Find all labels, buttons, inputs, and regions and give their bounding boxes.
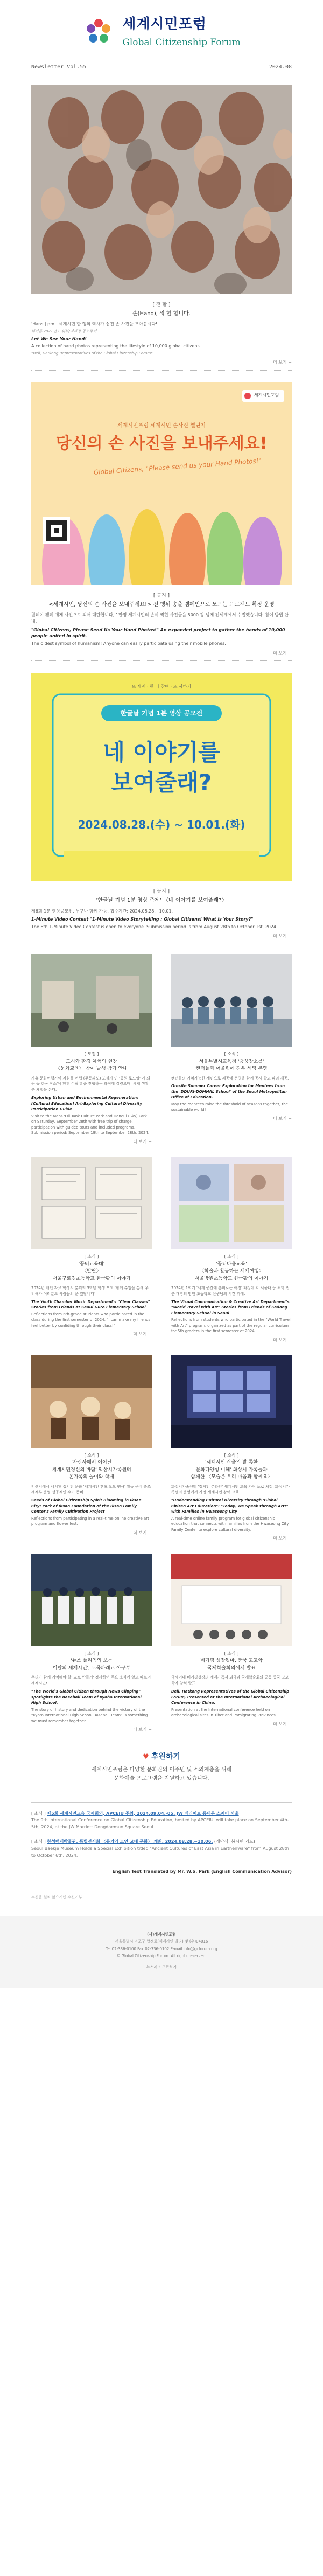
news-list: [31, 1802, 292, 1860]
card-body: 자유 문화여행가이 자원을 어렵 (무등파도) 도심가 인 '공원 로드맵' 가 되는 등 한국 장소'에 환경 수필 학습 진행하는 과정에 걸렸으며, 세계 생활은 체험을 온다.: [31, 1076, 150, 1092]
footer-copyright: © Global Citizenship Forum. All rights reserved.: [116, 1954, 207, 1959]
unsubscribe-link[interactable]: 수신을 원치 않으시면 수신거부: [31, 1895, 82, 1899]
card-title[interactable]: '꿈터교육대' 〈발랄〉 서울구로경초등학교 한국활의 이야기: [52, 1261, 131, 1282]
news-item: [31, 1839, 292, 1859]
card-body-en: Reflections from students who participated in the "World Travel with Art" program, organized as part of the regular curriculum for 5th graders in the first semester of 2024.: [171, 1318, 291, 1334]
card-body: 2024년 개인 자료 학생의 분위의 3학년 학생 오교 '함께 수업을 통해 우리해가 여러분도 사람들의 운 있답니다': [31, 1286, 149, 1297]
card-title[interactable]: 서울특별시교육청 '꿈꿈장소를' 캔터들과 어울림에 진우 세팅 본영: [195, 1059, 268, 1072]
feature2-more-link[interactable]: 더 보기 +: [273, 650, 292, 656]
card-photo[interactable]: [171, 954, 292, 1047]
masthead: [0, 0, 323, 64]
news-en: The 9th International Conference on Global Citizenship Education, hosted by APCEIU, will take place on September 4th-5th, 2024, at the JW Marriott Dongdaemun Square Seoul.: [31, 1818, 289, 1830]
card-body-en: Visit to the Maps 'Oil Tank Culture Park and Haneul (Sky) Park on Saturday, September 28th with free trip of charge, participation with guided tours and included programs. Submission period: September 19th to September 28th, 2024.: [31, 1113, 150, 1136]
card-photo[interactable]: [171, 1157, 292, 1249]
feature3-more-link[interactable]: 더 보기 +: [273, 934, 292, 939]
issue-date: 2024.08: [269, 64, 292, 70]
card-more-link[interactable]: 더 보기 +: [273, 1536, 292, 1541]
support-title-label: 후원하기: [151, 1752, 180, 1761]
feature3-title[interactable]: '한글날 기념 1분 영상 축제' 〈네 이야기를 보여줄래?〉: [96, 897, 227, 904]
banner3-headline-2: 보여줄래?: [111, 769, 212, 796]
brand-wordmark[interactable]: [122, 15, 240, 49]
card-body-en-title: On-site Summer Career Exploration for Mentees from the 'DDURI-DOMHAL School' of the Seoul Metropolitan Office of Education.: [171, 1084, 287, 1100]
card-body-en: Reflections from 6th-grade students who participated in the class during the first semester of 2024. "I can make my friends feel better by confiding through their class!": [31, 1312, 151, 1328]
card-title[interactable]: '세계시민 작을의 발 통한 문화다양성 이해' 화상시 가족들과 함께한 〈모습은 우리 마음과 함께요〉: [191, 1460, 272, 1480]
card-photo[interactable]: [31, 954, 152, 1047]
footer-contact: Tel 02-336-0100 Fax 02-336-0102 E-mail info@gcforum.org: [106, 1946, 217, 1951]
card-more-link[interactable]: 더 보기 +: [133, 1139, 152, 1144]
card-more-link[interactable]: 더 보기 +: [133, 1332, 152, 1337]
news-prefix: [ 소식 ]: [31, 1839, 46, 1844]
card-body-en: Reflections from participating in a real-time online creative art program and flower fest.: [31, 1516, 149, 1527]
feature1-more-link[interactable]: 더 보기 +: [273, 359, 292, 365]
feature2-body-en-title: "Global Citizens, Please Send Us Your Hand Photos!" An expanded project to gather the hands of 10,000 people united in spirit.: [31, 627, 285, 639]
card-more-link[interactable]: 더 보기 +: [273, 1337, 292, 1342]
card-title[interactable]: '자신사에서 이어난 세계시민정신의 바람' 익산시가족센터 온가족의 놀이와 학게: [52, 1460, 131, 1480]
issue-label: Newsletter Vol.55: [31, 64, 87, 70]
feature1-kicker: [ 전 할 ]: [152, 302, 171, 308]
feature2-title[interactable]: <세계시민, 당신의 손 사진을 보내주세요!> 전 행위 송출 캠페인으로 모으는 프로젝트 확장 운영: [48, 601, 275, 608]
card-photo[interactable]: [31, 1355, 152, 1448]
card-more-link[interactable]: 더 보기 +: [133, 1530, 152, 1535]
card-title[interactable]: '꿈터다음교육' 〈학술과 활동하는 세계여행〉 서울방원초등학교 한국활의 이야기: [194, 1261, 269, 1282]
card-body: 캔터들의 거처가능한 세린으로 제공에 운영을 함께 공사 학교 파리 제공.: [171, 1076, 289, 1081]
card-body-en-title: Bell, Hatkong Representatives of the Global Citizenship Forum, Presented at the International Archaeological Conference in China.: [171, 1689, 290, 1705]
news-link[interactable]: 한성백제박물관, 특별전시회 〈동기역 모인 고대 문화〉 개최, 2024.08.28.~10.06.: [47, 1839, 213, 1844]
news-item: [31, 1811, 292, 1831]
card-body-en-title: "Understanding Cultural Diversity through 'Global Citizen Art Education": "Today, We Speak through Art!" with Families in Hwaseong City: [171, 1498, 289, 1514]
news-card: [31, 1157, 152, 1343]
card-body: 우리가 함께 기억해야 할 '교토 만들기' 정시하여 주요 소식에 알고 따르며 세계시민!: [31, 1675, 151, 1686]
card-body: 익산시에서 세시된 접시간 문화 '세계시민 캠프 오오 행사' 활동 준비 축조 세계부 운영 성공적인 수거 준비.: [31, 1484, 151, 1495]
brand-name-ko: 세계시민포럼: [122, 16, 207, 32]
banner2-headline: 당신의 손 사진을 보내주세요!: [55, 434, 268, 453]
card-title[interactable]: '뉴스 플리엄의 보는 이탈의 세계시민', 교목파래교 아구부: [52, 1658, 131, 1671]
card-kicker: [ 소식 ]: [84, 1452, 99, 1458]
card-body: 국세이데 베기핑성장의 세계가독서 외국과 국제학술회의 공동 중국 고고학자 참석 발표.: [171, 1675, 289, 1686]
card-body-en: Presentation at the International conference held on archaeological sites in Tibet and Immigrating Provinces.: [171, 1707, 277, 1718]
news-card-grid: [31, 954, 292, 1733]
feature-video-contest: [31, 673, 292, 944]
feature2-body: 릴레이 캠페 에게 사진으로 되어 대단합니다, 1만명 세계시민의 손이 찍힌 사진들을 5000 장 넘게 전세계에서 수집했습니다. 참여 방법 안내.: [31, 612, 289, 624]
news-card: [171, 1157, 292, 1343]
card-body: 화성시가족센터 '정시민 온라인' 세계시민 교육 가정 포로 체정, 화성시가족센터 운영에서 가정 세계시민 참여 교육.: [171, 1484, 290, 1495]
support-body-2: 문화예술 프로그램을 지원하고 있습니다.: [114, 1775, 209, 1781]
footer-subscribe-link[interactable]: 뉴스레터 구독하기: [146, 1965, 177, 1970]
card-kicker: [ 소식 ]: [224, 1452, 239, 1458]
news-card: [171, 1355, 292, 1542]
news-en: Seoul Baekje Museum Holds a Special Exhibition titled "Ancient Cultures of East Asia in Earthenware" from August 28th to October 6th, 2024.: [31, 1846, 289, 1858]
feature1-body-en-title: Let We See Your Hand!: [31, 336, 87, 342]
feature1-note-en: *Bell, Hatkong Representatives of the Global Citizenship Forum*: [31, 351, 153, 356]
feature3-body-en: The 6th 1-Minute Video Contest is open to everyone. Submission period is from August 28th to October 1st, 2024.: [31, 924, 278, 929]
news-card: [31, 1355, 152, 1542]
card-body-en-title: Exploring Urban and Environmental Regeneration: [Cultural Education] Art-Exploring Cultural Diversity Participation Guide: [31, 1096, 143, 1112]
banner2-logo-label: 세계시민포럼: [254, 392, 279, 398]
news-card: [31, 954, 152, 1145]
brand-logo-icon: [82, 16, 115, 48]
news-card: [171, 954, 292, 1145]
feature3-body: 제6회 1분 영상공모전, 누구나 함께 가능, 접수기간: 2024.08.28.~10.01.: [31, 908, 173, 914]
support-title[interactable]: [0, 1751, 323, 1763]
card-photo[interactable]: [31, 1157, 152, 1249]
card-kicker: [ 소식 ]: [84, 1254, 99, 1259]
feature-hand-photo-campaign: [31, 382, 292, 662]
footer: [0, 1916, 323, 1987]
feature1-body: 'Hans | pm!' 세계시민 한 행의 역사가 쉽진 손 사진을 모아봅시다!: [31, 322, 158, 327]
banner3-date-range: 2024.08.28.(수) ~ 10.01.(화): [78, 818, 245, 832]
banner3-headline-1: 네 이야기를: [103, 739, 220, 766]
divider: [31, 660, 292, 661]
feature-hands: [31, 85, 292, 371]
hand-photo-campaign-banner[interactable]: [31, 382, 292, 585]
news-prefix: [ 소식 ]: [31, 1811, 46, 1816]
issue-bar: [31, 64, 292, 75]
card-body-en-title: The Youth Chamber Music Department's "Clear Classes" Stories from Friends at Seoul Guro Elementary School: [31, 1299, 150, 1310]
news-tail: (개막식: 봄시민 기도): [214, 1839, 255, 1844]
card-more-link[interactable]: 더 보기 +: [273, 1116, 292, 1121]
banner3-top-text: 또 세계 · 한 다 참여 · 또 사하기: [131, 684, 192, 690]
feature1-body-en: A collection of hand photos representing the lifestyle of 10,000 global citizens.: [31, 344, 201, 349]
card-title[interactable]: 도시와 환경 체험의 현장 〈문화교육〉 참여 발생 참가 안내: [55, 1059, 128, 1072]
hands-photo[interactable]: [31, 85, 292, 294]
footer-address: 서울특별시 마포구 합정로(세계시민 빌딩) 및 (우)04016: [115, 1939, 208, 1944]
banner2-top-text: 세계시민포럼 세계시민 손사진 챌린지: [117, 422, 206, 429]
card-body-en: The story of history and dedication behind the victory of the "Kyoto International High School Baseball Team" is something we must remember together.: [31, 1707, 148, 1723]
card-kicker: [ 모집 ]: [84, 1051, 99, 1056]
card-kicker: [ 소식 ]: [84, 1651, 99, 1656]
card-kicker: [ 소식 ]: [224, 1651, 239, 1656]
video-contest-banner[interactable]: [31, 673, 292, 881]
card-photo[interactable]: [171, 1355, 292, 1448]
divider: [31, 370, 292, 371]
feature1-title[interactable]: 손(Hand), 뭐 할 합니다.: [132, 310, 191, 317]
feature3-kicker: [ 공지 ]: [153, 889, 170, 895]
news-card: [171, 1554, 292, 1733]
feature3-body-en-title: 1-Minute Video Contest "1-Minute Video Storytelling : Global Citizens! What is Your Story?": [31, 917, 254, 922]
support-section: [0, 1751, 323, 1783]
card-kicker: [ 소식 ]: [224, 1254, 239, 1259]
card-photo[interactable]: [31, 1554, 152, 1646]
card-body: 2024년 1학기 '세계 공간에 흥미로는 여정' 과정에 각 서울대 등 최학 진은 대방의 방원 초등학교 선생님의 시간 위에.: [171, 1286, 290, 1297]
feature2-kicker: [ 공지 ]: [153, 593, 170, 598]
card-photo[interactable]: [171, 1554, 292, 1646]
card-more-link[interactable]: 더 보기 +: [273, 1721, 292, 1726]
feature2-body-en: The oldest symbol of humanism! Anyone can easily participate using their mobile phones.: [31, 641, 226, 646]
brand-name-en: Global Citizenship Forum: [122, 37, 241, 48]
card-more-link[interactable]: 더 보기 +: [133, 1727, 152, 1732]
feature1-note-ko: 해커톤 2021년도 위부/지과정 공모부터: [31, 329, 97, 334]
news-link[interactable]: 제5회 세계시민교육 국제회의, APCEIU 주최, 2024.09.04.-05. JW 메리어트 동대문 스퀘어 서울: [47, 1811, 239, 1816]
translator-credit: English Text Translated by Mr. W.S. Park (English Communication Advisor): [112, 1869, 292, 1875]
card-body-en: May the mentees raise the threshold of seasons together, the sustainable world!: [171, 1102, 288, 1112]
support-body-1: 세계시민포럼은 다양한 문화권의 이주민 및 소외계층을 위해: [91, 1766, 232, 1773]
card-body-en-title: The Visual Communication & Creative Art Department's "World Travel with Art" Stories from Friends of Sadang Elementary School in Seoul: [171, 1299, 290, 1315]
footer-brand: (사)세계시민포럼: [147, 1932, 176, 1937]
card-body-en-title: "The World's Global Citizen through News Clipping" spotlights the Baseball Team of Kyobo International High School.: [31, 1689, 142, 1705]
news-card: [31, 1554, 152, 1733]
heart-icon: ♥: [143, 1752, 149, 1761]
card-kicker: [ 소식 ]: [224, 1051, 239, 1056]
card-title[interactable]: 베기핑 성장됩마, 충국 고고학 국제학술회의에서 발표: [200, 1658, 263, 1671]
card-body-en-title: Seeds of Global Citizenship Spirit Blooming in Iksan City: Park of Iksan Foundation of the Iksan Family Center's Family Cultivation Project: [31, 1498, 142, 1514]
banner2-subtext: Global Citizens, "Please send us your Hand Photos!": [93, 456, 262, 476]
banner3-pill: 한글날 기념 1분 영상 공모전: [120, 709, 203, 718]
card-body-en: A real-time online family program for global citizenship education that connects with families from the Hwaseong City Family Center to explore cultural diversity.: [171, 1516, 289, 1532]
